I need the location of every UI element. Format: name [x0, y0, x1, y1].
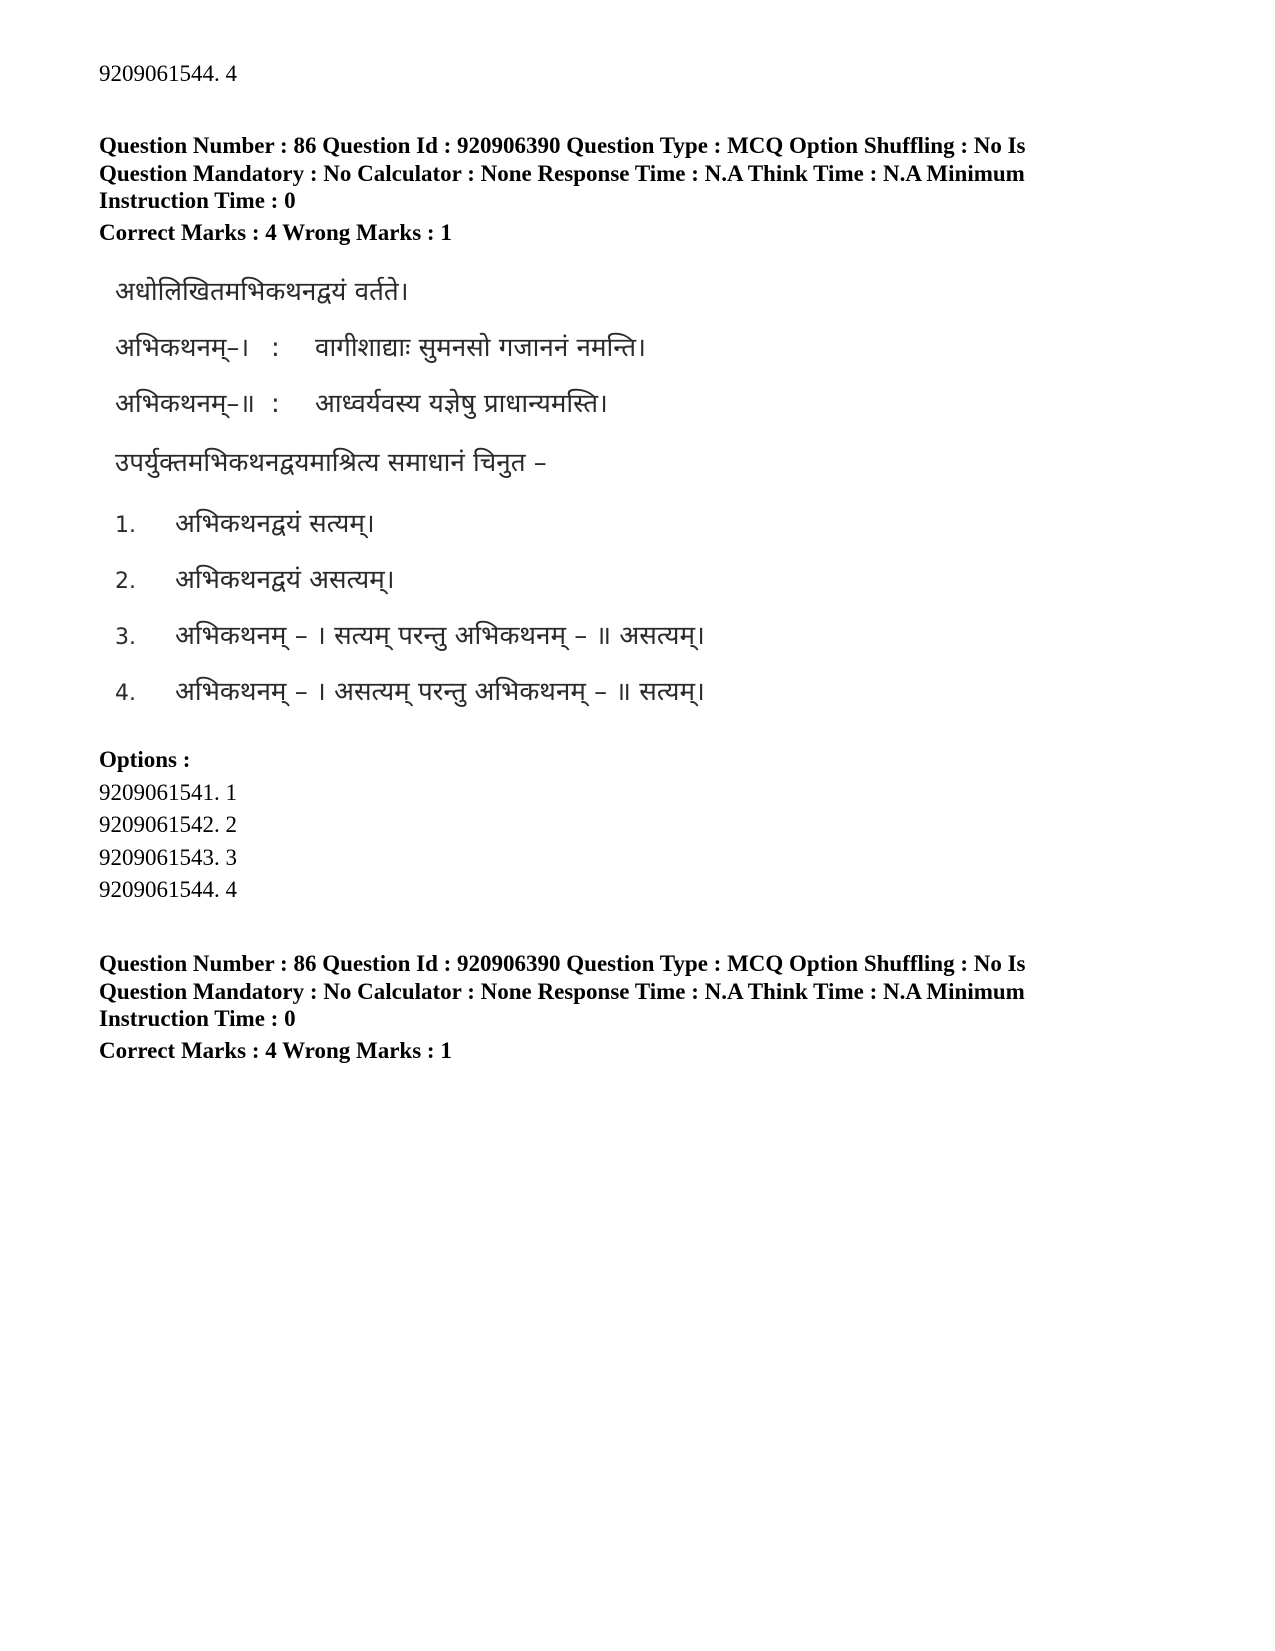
option-item: 9209061543. 3 [99, 845, 237, 870]
choice-number: 3. [115, 625, 136, 650]
choice-text: अभिकथनद्वयं सत्यम्। [175, 509, 375, 539]
statement-2-text: आध्वर्यवस्य यज्ञेषु प्राधान्यमस्ति। [315, 389, 608, 419]
choice-number: 2. [115, 569, 136, 594]
options-heading: Options : [99, 747, 191, 772]
marks-line: Correct Marks : 4 Wrong Marks : 1 [99, 1038, 452, 1063]
choice-item [115, 563, 395, 599]
statement-2-label: अभिकथनम्–॥ [115, 389, 256, 419]
header-line-2: Question Mandatory : No Calculator : None Response Time : N.A Think Time : N.A Minimum [99, 161, 1025, 186]
choice-text: अभिकथनम् – । असत्यम् परन्तु अभिकथनम् – ॥ सत्यम्। [175, 677, 705, 707]
statement-2-separator: : [271, 389, 280, 419]
header-line-3: Instruction Time : 0 [99, 1006, 296, 1031]
header-line-3: Instruction Time : 0 [99, 188, 296, 213]
statement-1-separator: : [271, 333, 280, 363]
statement-1-text: वागीशाद्याः सुमनसो गजाननं नमन्ति। [315, 333, 646, 363]
header-line-1: Question Number : 86 Question Id : 920906390 Question Type : MCQ Option Shuffling : No Is [99, 951, 1026, 976]
top-option-line: 9209061544. 4 [99, 61, 237, 86]
header-line-1: Question Number : 86 Question Id : 920906390 Question Type : MCQ Option Shuffling : No Is [99, 133, 1026, 158]
statement-1 [115, 331, 646, 365]
option-item: 9209061541. 1 [99, 780, 237, 805]
marks-line: Correct Marks : 4 Wrong Marks : 1 [99, 220, 452, 245]
statement-1-label: अभिकथनम्–। [115, 333, 250, 363]
question-instruction: उपर्युक्तमभिकथनद्वयमाश्रित्य समाधानं चिनुत – [115, 448, 547, 478]
choice-number: 1. [115, 513, 136, 538]
option-item: 9209061544. 4 [99, 877, 237, 902]
choice-item [115, 675, 705, 711]
choice-item [115, 619, 705, 655]
question-intro: अधोलिखितमभिकथनद्वयं वर्तते। [115, 277, 409, 307]
statement-2 [115, 387, 608, 421]
choice-text: अभिकथनद्वयं असत्यम्। [175, 565, 395, 595]
option-item: 9209061542. 2 [99, 812, 237, 837]
choice-number: 4. [115, 681, 136, 706]
choice-item [115, 507, 375, 543]
header-line-2: Question Mandatory : No Calculator : None Response Time : N.A Think Time : N.A Minimum [99, 979, 1025, 1004]
choice-text: अभिकथनम् – । सत्यम् परन्तु अभिकथनम् – ॥ असत्यम्। [175, 621, 705, 651]
